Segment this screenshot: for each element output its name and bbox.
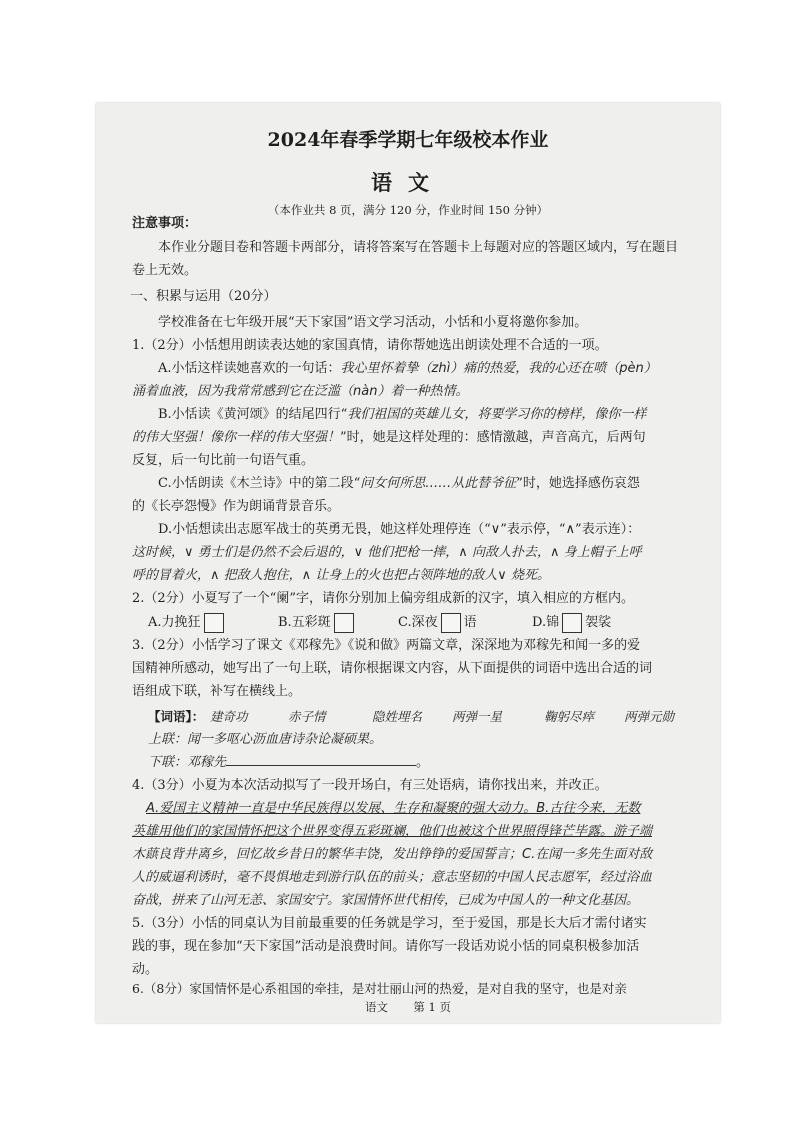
- q3-upper-couplet: 上联：闻一多呕心沥血唐诗杂论凝硕果。: [148, 732, 383, 747]
- q3-lower-end: 。: [416, 755, 430, 770]
- q2-b-label: B.五彩斑: [278, 615, 331, 630]
- q1-a-label: A.小恬这样读她喜欢的一句话：: [158, 361, 341, 376]
- notice-text: 本作业分题目卷和答题卡两部分，请将答案写在答题卡上每题对应的答题区域内，写在题目卷上无效。: [132, 240, 679, 278]
- q1-b-quote: 我们祖国的英雄儿女，将要学习你的榜样，像你一样: [347, 407, 647, 422]
- q3-lower-couplet: [148, 752, 698, 775]
- notice-label: 注意事项：: [132, 216, 198, 231]
- q3-answer-blank[interactable]: [226, 765, 416, 766]
- q2-d-answer-box[interactable]: [562, 613, 582, 633]
- q3-word-5: 鞠躬尽瘁: [544, 709, 595, 724]
- q2-c-answer-box[interactable]: [441, 613, 461, 633]
- q1-c-quote: 问女何所思……从此替爷征: [360, 476, 517, 491]
- q1-option-a: [158, 358, 688, 381]
- q2-option-c: [398, 612, 477, 634]
- q4-stem: 4.（3分）小夏为本次活动拟写了一段开场白，有三处语病，请你找出来，并改正。: [132, 778, 608, 793]
- q3-lower-label: 下联：邓稼先: [148, 755, 227, 770]
- q1-a-quote-cont: 涌着血液，因为我常常感到它在泛滥（nàn）着一种热情。: [132, 384, 469, 399]
- exam-meta: （本作业共 8 页，满分 120 分，作业时间 150 分钟）: [267, 203, 549, 217]
- q4-passage-line-4: 人的威逼利诱时，毫不畏惧地走到游行队伍的前头；意志坚韧的中国人民志愿军，经过浴血: [132, 870, 653, 885]
- q3-word-1: 建奇功: [210, 709, 248, 724]
- q5-stem: 5.（3分）小恬的同桌认为目前最重要的任务就是学习，至于爱国，那是长大后才需付诸实: [132, 916, 647, 931]
- q5-stem-3: 动。: [132, 962, 159, 977]
- q2-option-b: [278, 612, 357, 634]
- q1-b-text-cont: 反复，后一句比前一句语气重。: [132, 453, 315, 468]
- q1-d-quote: 这时候，∨ 勇士们是仍然不会后退的，∨ 他们把枪一摔，∧ 向敌人扑去，∧ 身上帽子上呼: [132, 545, 642, 560]
- q2-stem: 2.（2分）小夏写了一个“阑”字，请你分别加上偏旁组成新的汉字，填入相应的方框内。: [132, 591, 634, 606]
- q1-option-c: [158, 473, 688, 496]
- q1-a-quote: 我心里怀着挚（zhì）痛的热爱，我的心还在喷（pèn）: [340, 361, 657, 376]
- q2-a-label: A.力挽狂: [148, 615, 201, 630]
- q1-c-text: ”时，她选择感伤哀怨: [516, 476, 640, 491]
- q1-option-b: [158, 404, 688, 427]
- exam-page: [96, 103, 720, 1023]
- q2-d-suffix: 袈裟: [585, 615, 612, 630]
- q4-passage-line-5: 奋战，拼来了山河无恙、家国安宁。家国情怀世代相传，已成为中国人的一种文化基因。: [132, 893, 640, 908]
- q3-word-6: 两弹元勋: [624, 709, 675, 724]
- footer-page: 第 1 页: [413, 1000, 451, 1014]
- q2-option-a: [148, 612, 227, 634]
- q2-c-label: C.深夜: [398, 615, 438, 630]
- footer-subject: 语文: [365, 1000, 389, 1014]
- section-intro: 学校准备在七年级开展“天下家国”语文学习活动，小恬和小夏将邀你参加。: [158, 315, 588, 330]
- q3-stem-2: 国精神所感动，她写出了一句上联，请你根据课文内容，从下面提供的词语中选出合适的词: [132, 661, 653, 676]
- q3-stem: 3.（2分）小恬学习了课文《邓稼先》《说和做》两篇文章，深深地为邓稼先和闻一多的爱: [132, 638, 641, 653]
- subject-title: 语文: [371, 170, 445, 195]
- q2-b-answer-box[interactable]: [334, 613, 354, 633]
- page-footer: [96, 999, 720, 1015]
- section-title: 一、积累与运用（20分）: [130, 289, 277, 304]
- q4-passage-line-3: 木蕻良背井离乡，回忆故乡昔日的繁华丰饶，发出铮铮的爱国誓言；C.在闻一多先生面对敌: [132, 847, 653, 862]
- q3-word-3: 隐姓埋名: [372, 709, 423, 724]
- q5-stem-2: 践的事，现在参加“天下家国”活动是浪费时间。请你写一段话劝说小恬的同桌积极参加活: [132, 939, 640, 954]
- q6-stem: 6.（8分）家国情怀是心系祖国的牵挂，是对壮丽山河的热爱，是对自我的坚守，也是对亲: [132, 981, 627, 996]
- q4-passage-line-2: 英雄用他们的家国情怀把这个世界变得五彩斑斓，他们也被这个世界照得锋芒毕露。游子端: [132, 824, 653, 839]
- q1-d-quote-cont: 呼的冒着火，∧ 把敌人抱住，∧ 让身上的火也把占领阵地的敌人∨ 烧死。: [132, 568, 550, 583]
- q3-word-2: 赤子情: [288, 709, 326, 724]
- q2-c-suffix: 语: [463, 615, 477, 630]
- q1-b-label: B.小恬读《黄河颂》的结尾四行“: [158, 407, 348, 422]
- q2-d-label: D.锦: [532, 615, 560, 630]
- q2-a-answer-box[interactable]: [204, 613, 224, 633]
- q3-words-label: 【词语】：: [148, 709, 205, 724]
- q1-option-d: D.小恬想读出志愿军战士的英勇无畏，她这样处理停连（“∨”表示停，“∧”表示连）：: [158, 522, 641, 537]
- q1-stem: 1.（2分）小恬想用朗读表达她的家国真情，请你帮她选出朗读处理不合适的一项。: [132, 338, 608, 353]
- q1-c-label: C.小恬朗读《木兰诗》中的第二段“: [158, 476, 361, 491]
- q2-option-d: [532, 612, 611, 634]
- q1-c-text-cont: 的《长亭怨慢》作为朗诵背景音乐。: [132, 499, 341, 514]
- q1-b-quote-cont: 的伟大坚强！像你一样的伟大坚强！: [132, 430, 341, 445]
- exam-title: 2024年春季学期七年级校本作业: [267, 129, 549, 151]
- q3-stem-3: 语组成下联，补写在横线上。: [132, 684, 302, 699]
- q3-word-4: 两弹一星: [452, 709, 503, 724]
- q1-b-text: ”时，她是这样处理的：感情激越，声音高亢，后两句: [340, 430, 646, 445]
- q1-option-b-cont: [132, 427, 682, 450]
- q4-passage-line-1: A.爱国主义精神一直是中华民族得以发展、生存和凝聚的强大动力。B.古往今来，无数: [146, 801, 641, 816]
